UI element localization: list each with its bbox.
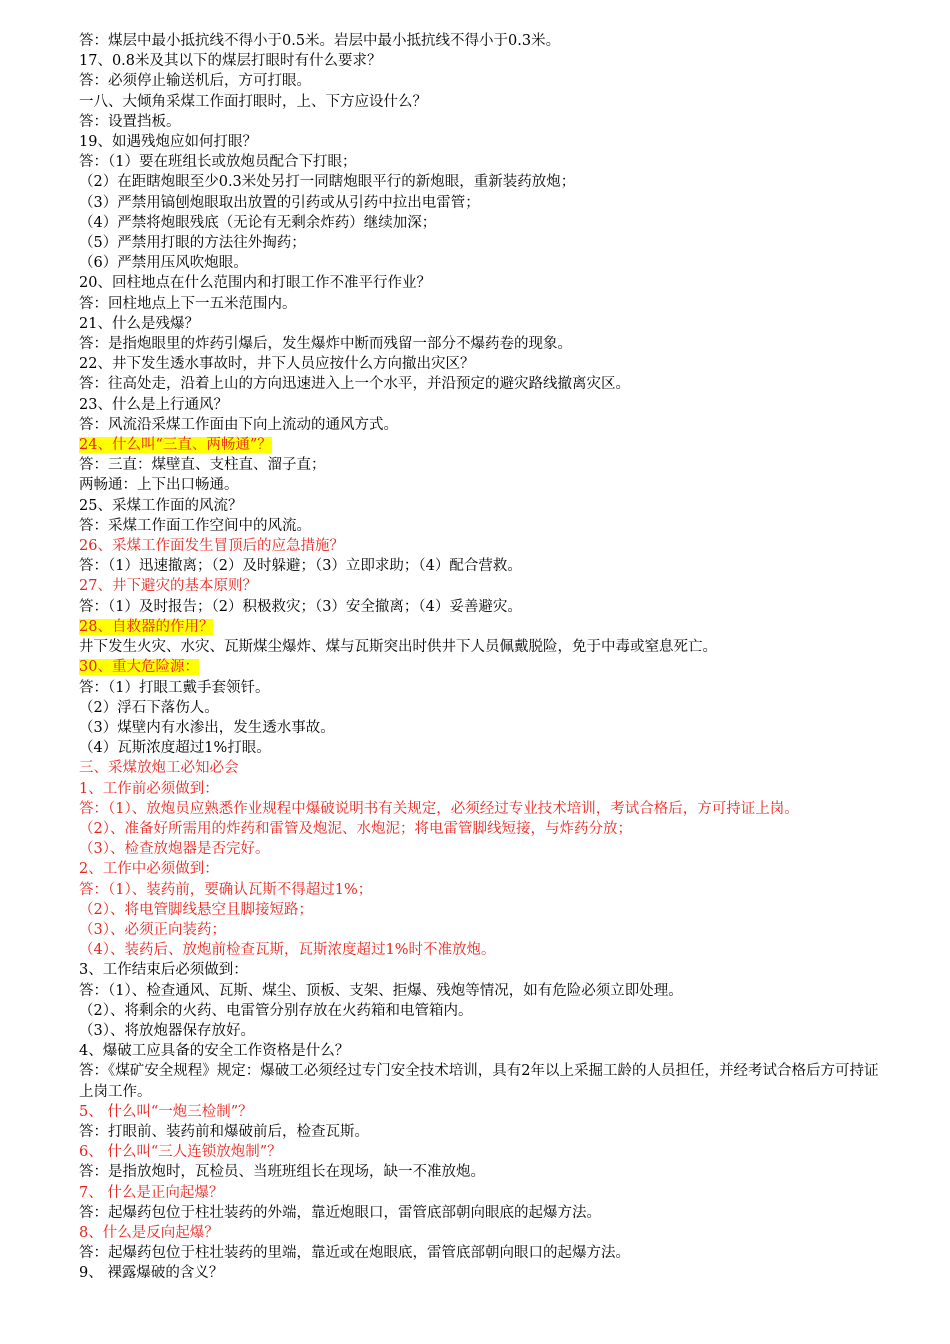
text-line: （2）浮石下落伤人。 — [79, 699, 219, 716]
text-line: （2）、将剩余的火药、电雷管分别存放在火药箱和电管箱内。 — [79, 1002, 473, 1019]
text-line: 答：起爆药包位于柱壮装药的里端，靠近或在炮眼底，雷管底部朝向眼口的起爆方法。 — [79, 1245, 630, 1262]
text-line: （4）、装药后、放炮前检查瓦斯，瓦斯浓度超过1%时不准放炮。 — [79, 942, 496, 959]
text-line: 答：（1）及时报告；（2）积极救灾；（3）安全撤离；（4）妥善避灾。 — [79, 598, 522, 615]
text-line: 答：起爆药包位于柱壮装药的外端，靠近炮眼口，雷管底部朝向眼底的起爆方法。 — [79, 1204, 601, 1221]
text-line: 答：（1）、放炮员应熟悉作业规程中爆破说明书有关规定，必须经过专业技术培训，考试合格后，方可持证上岗。 — [79, 800, 799, 817]
text-line: （5）严禁用打眼的方法往外掏药； — [79, 235, 306, 252]
text-line: 两畅通：上下出口畅通。 — [79, 477, 239, 494]
text-line: 三、采煤放炮工必知必会 — [79, 760, 239, 777]
text-line: 答：（1）打眼工戴手套领钎。 — [79, 679, 270, 696]
text-line: 2、工作中必须做到： — [79, 861, 219, 878]
text-line: 答：往高处走，沿着上山的方向迅速进入上一个水平，并沿预定的避灾路线撤离灾区。 — [79, 376, 630, 393]
text-line: （2）、准备好所需用的炸药和雷管及炮泥、水炮泥；将电雷管脚线短接，与炸药分放； — [79, 820, 632, 837]
text-line: 5、 什么叫“一炮三检制”？ — [79, 1103, 253, 1120]
text-line: 答：采煤工作面工作空间中的风流。 — [79, 517, 311, 534]
text-line: 21、什么是残爆？ — [79, 315, 199, 332]
text-line: （3）、检查放炮器是否完好。 — [79, 841, 270, 858]
text-line: 26、采煤工作面发生冒顶后的应急措施？ — [79, 538, 344, 555]
text-line: （3）严禁用镐刨炮眼取出放置的引药或从引药中拉出电雷管； — [79, 194, 480, 211]
text-line: 井下发生火灾、水灾、瓦斯煤尘爆炸、煤与瓦斯突出时供井下人员佩戴脱险，免于中毒或窒息死亡。 — [79, 639, 717, 656]
text-line: 6、 什么叫“三人连锁放炮制”？ — [79, 1144, 282, 1161]
text-line: 答：设置挡板。 — [79, 113, 181, 130]
text-line: 答：打眼前、装药前和爆破前后，检查瓦斯。 — [79, 1123, 369, 1140]
text-line: 一八、大倾角采煤工作面打眼时，上、下方应设什么？ — [79, 93, 427, 110]
text-line: 3、工作结束后必须做到： — [79, 962, 248, 979]
text-line: （4）瓦斯浓度超过1%打眼。 — [79, 740, 271, 757]
text-line: 17、0.8米及其以下的煤层打眼时有什么要求？ — [79, 53, 382, 70]
text-line: 9、 裸露爆破的含义？ — [79, 1265, 224, 1282]
highlighted-heading: 28、自救器的作用？ — [79, 618, 214, 635]
text-line: （3）、将放炮器保存放好。 — [79, 1022, 255, 1039]
text-line: 答：（1）、检查通风、瓦斯、煤尘、顶板、支架、拒爆、残炮等情况，如有危险必须立即处理。 — [79, 982, 683, 999]
text-line: （4）严禁将炮眼残底（无论有无剩余炸药）继续加深； — [79, 214, 437, 231]
text-line — [79, 435, 879, 455]
text-line: 7、 什么是正向起爆？ — [79, 1184, 224, 1201]
text-line: 20、回柱地点在什么范围内和打眼工作不准平行作业？ — [79, 275, 431, 292]
text-line: 答：《煤矿安全规程》规定：爆破工必须经过专门安全技术培训，具有2年以上采掘工龄的人员担任，并经考试合格后方可持证上岗工作。 — [79, 1063, 879, 1100]
text-line — [79, 657, 879, 677]
text-line: 答：（1）迅速撤离；（2）及时躲避；（3）立即求助；（4）配合营救。 — [79, 558, 522, 575]
text-line: 答：回柱地点上下一五米范围内。 — [79, 295, 297, 312]
text-line: （3）煤壁内有水渗出，发生透水事故。 — [79, 719, 335, 736]
text-line: 答：（1）要在班组长或放炮员配合下打眼； — [79, 154, 357, 171]
text-line: 答：是指放炮时，瓦检员、当班班组长在现场，缺一不准放炮。 — [79, 1164, 485, 1181]
text-line: （2）、将电管脚线悬空且脚接短路； — [79, 901, 313, 918]
text-line: 答：三直：煤壁直、支柱直、溜子直； — [79, 457, 326, 474]
text-line: 答：（1）、装药前，要确认瓦斯不得超过1%； — [79, 881, 373, 898]
highlighted-heading: 30、重大危险源： — [79, 659, 199, 676]
text-line: 答：必须停止输送机后，方可打眼。 — [79, 73, 311, 90]
text-line: （2）在距瞎炮眼至少0.3米处另打一同瞎炮眼平行的新炮眼，重新装药放炮； — [79, 174, 576, 191]
text-line: 19、如遇残炮应如何打眼？ — [79, 134, 257, 151]
text-line: 答：风流沿采煤工作面由下向上流动的通风方式。 — [79, 416, 398, 433]
text-line: 23、什么是上行通风？ — [79, 396, 228, 413]
text-line: （3）、必须正向装药； — [79, 921, 226, 938]
text-line: 答：煤层中最小抵抗线不得小于0.5米。岩层中最小抵抗线不得小于0.3米。 — [79, 33, 561, 49]
text-line: 4、爆破工应具备的安全工作资格是什么？ — [79, 1043, 350, 1060]
text-line: 22、井下发生透水事故时，井下人员应按什么方向撤出灾区？ — [79, 356, 475, 373]
text-line: 25、采煤工作面的风流？ — [79, 497, 243, 514]
text-line: 1、工作前必须做到： — [79, 780, 219, 797]
text-line: （6）严禁用压风吹炮眼。 — [79, 255, 248, 272]
highlighted-heading: 24、什么叫“三直、两畅通”？ — [79, 437, 272, 454]
text-line: 8、什么是反向起爆？ — [79, 1224, 219, 1241]
document-page — [79, 31, 879, 1284]
text-line — [79, 617, 879, 637]
text-line: 答：是指炮眼里的炸药引爆后，发生爆炸中断而残留一部分不爆药卷的现象。 — [79, 336, 572, 353]
text-line: 27、井下避灾的基本原则？ — [79, 578, 257, 595]
